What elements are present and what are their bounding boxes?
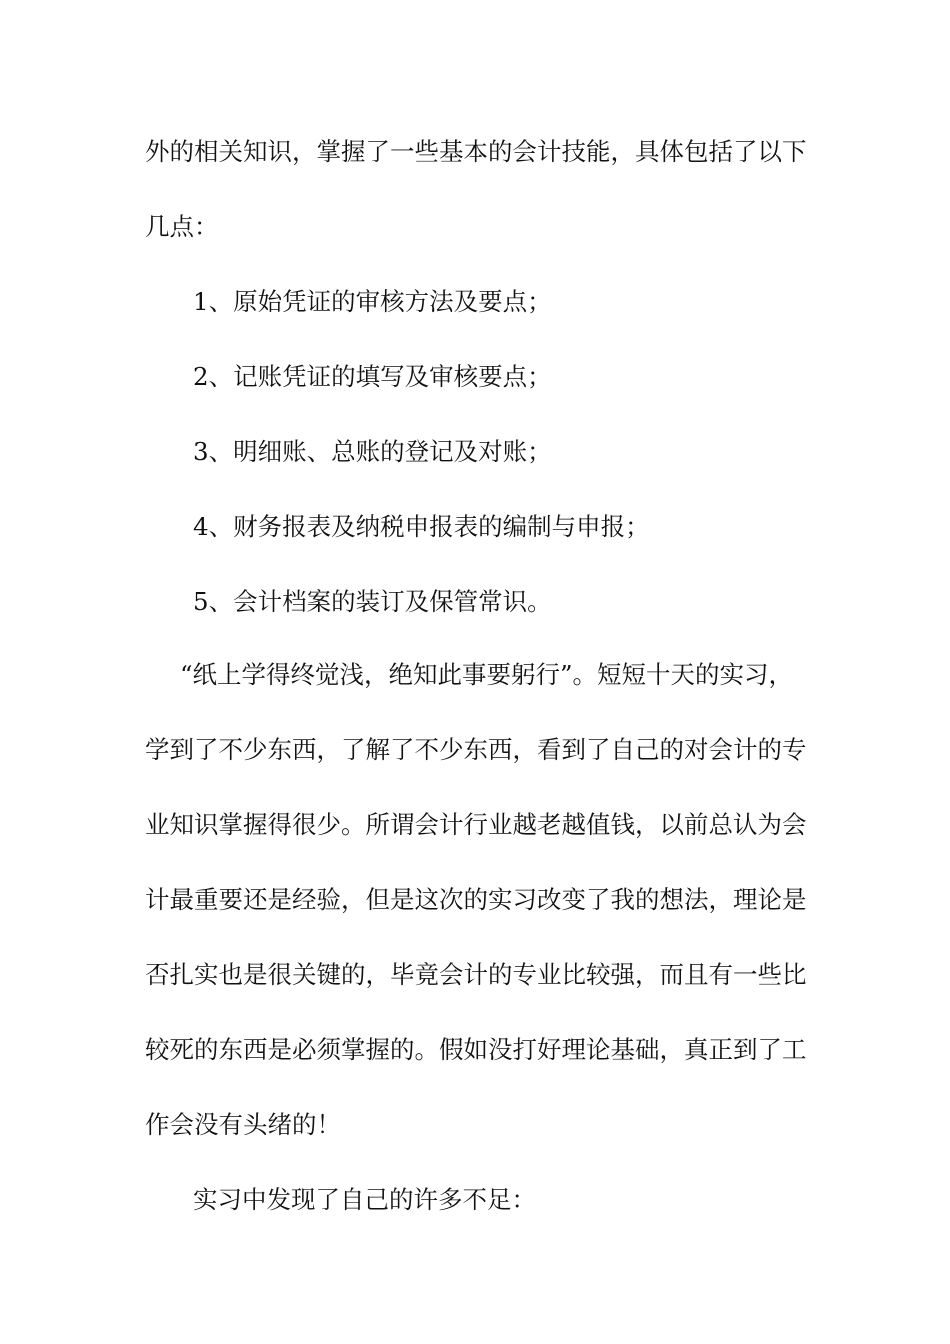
paragraph-line: 学到了不少东西，了解了不少东西，看到了自己的对会计的专 bbox=[145, 735, 807, 764]
paragraph-line: 实习中发现了自己的许多不足： bbox=[193, 1185, 536, 1214]
paragraph-line: 外的相关知识，掌握了一些基本的会计技能，具体包括了以下 bbox=[145, 137, 807, 166]
paragraph-line: 否扎实也是很关键的，毕竟会计的专业比较强，而且有一些比 bbox=[145, 960, 807, 989]
list-item: 4、财务报表及纳税申报表的编制与申报； bbox=[193, 512, 650, 541]
paragraph-line: 作会没有头绪的！ bbox=[145, 1110, 341, 1139]
paragraph-line: 计最重要还是经验，但是这次的实习改变了我的想法，理论是 bbox=[145, 885, 807, 914]
paragraph-line: 业知识掌握得很少。所谓会计行业越老越值钱，以前总认为会 bbox=[145, 810, 807, 839]
list-item: 2、记账凭证的填写及审核要点； bbox=[193, 362, 552, 391]
list-item: 5、会计档案的装订及保管常识。 bbox=[193, 587, 552, 616]
paragraph-line: 几点： bbox=[145, 212, 219, 241]
list-item: 3、明细账、总账的登记及对账； bbox=[193, 437, 552, 466]
paragraph-line: 较死的东西是必须掌握的。假如没打好理论基础，真正到了工 bbox=[145, 1035, 807, 1064]
list-item: 1、原始凭证的审核方法及要点； bbox=[193, 287, 552, 316]
paragraph-line: “纸上学得终觉浅，绝知此事要躬行”。短短十天的实习， bbox=[180, 660, 794, 689]
